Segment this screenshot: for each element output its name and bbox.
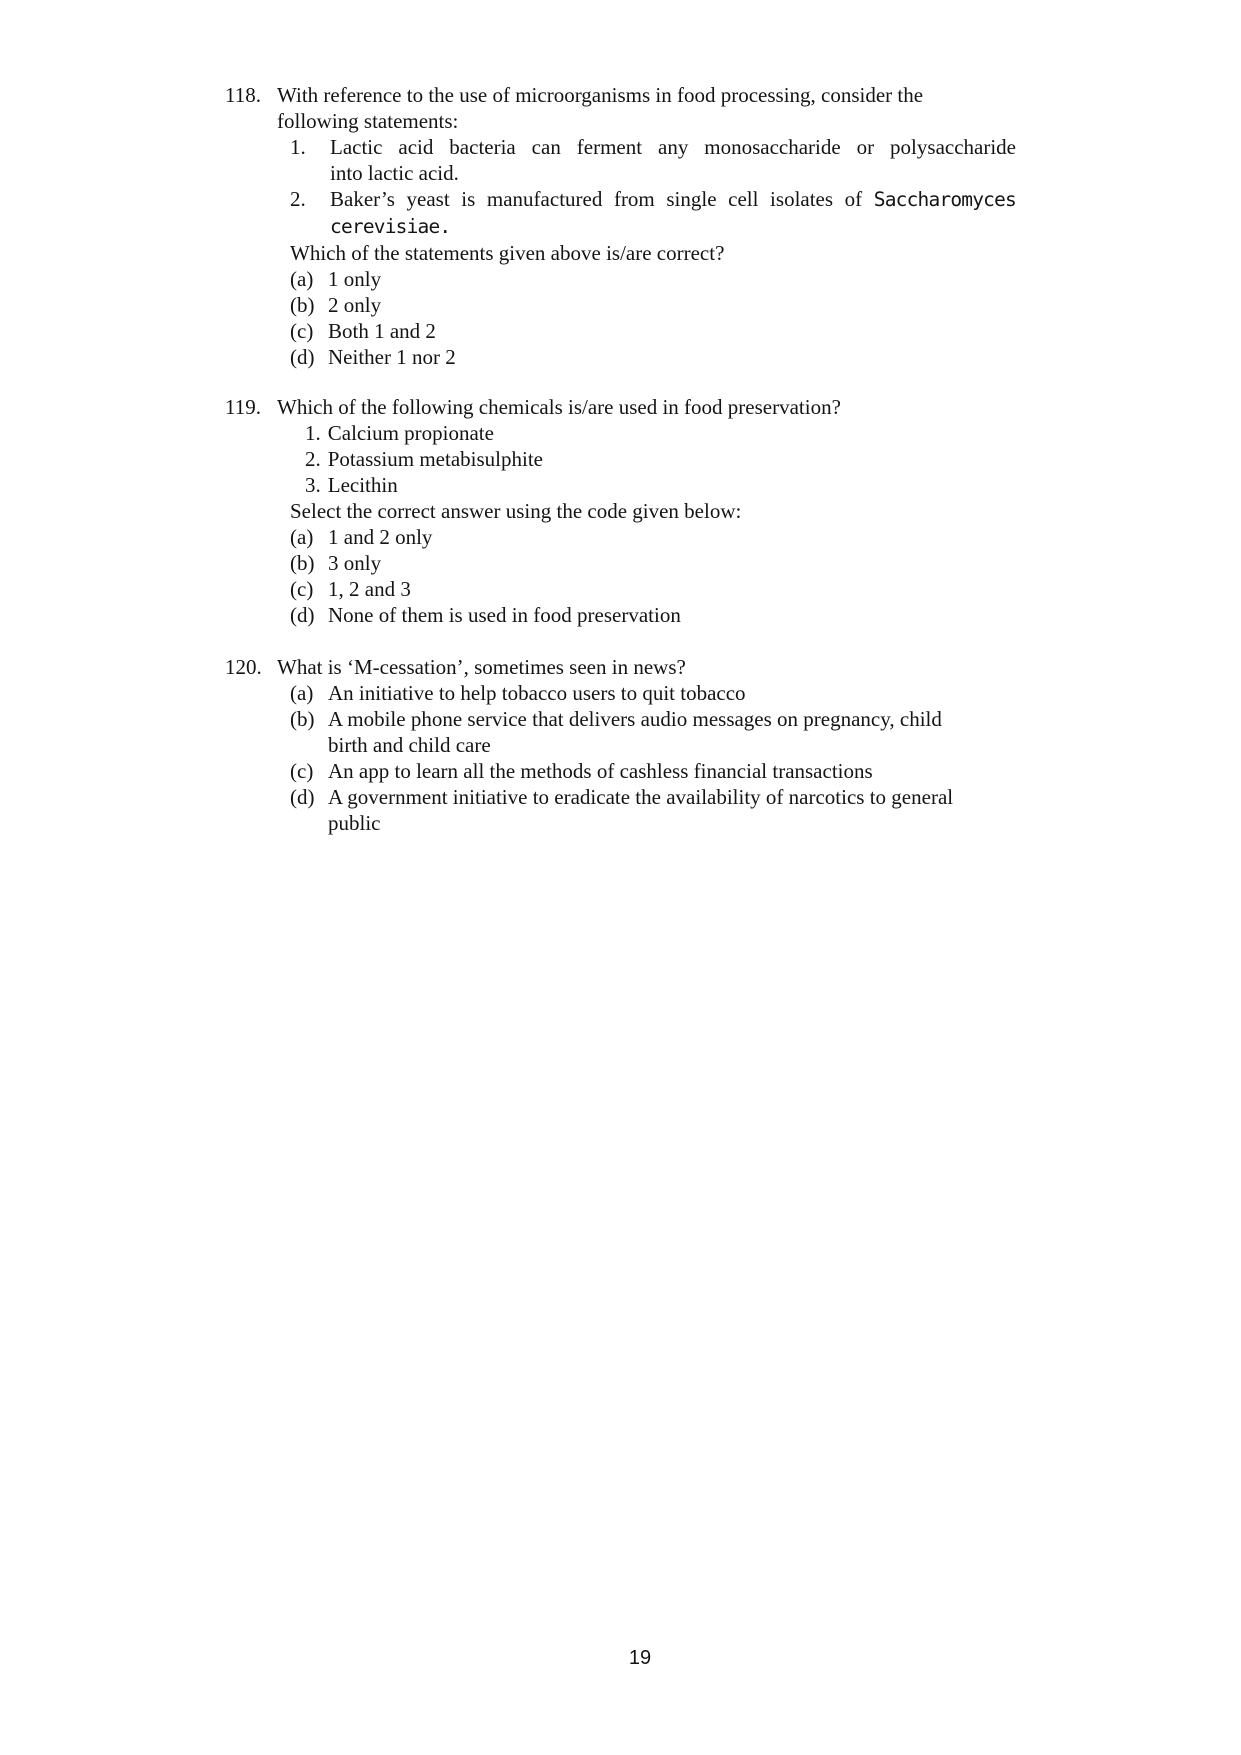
species-name: cerevisiae.	[330, 215, 451, 238]
question-118	[225, 82, 1016, 370]
statement	[290, 134, 1016, 186]
option-a	[290, 680, 1016, 706]
item-number: 1.	[305, 421, 321, 445]
option-text	[328, 292, 1016, 318]
option-line: Neither 1 nor 2	[328, 345, 456, 369]
option-c	[290, 576, 1016, 602]
item-number: 3.	[305, 473, 321, 497]
question-119	[225, 394, 1016, 628]
statement-number: 2.	[290, 187, 306, 211]
list-item	[305, 472, 1016, 498]
statement-text	[330, 186, 1016, 240]
item-text: Potassium metabisulphite	[327, 447, 543, 471]
option-a	[290, 524, 1016, 550]
option-line: A mobile phone service that delivers audio messages on pregnancy, child	[328, 707, 942, 731]
statement-line: into lactic acid.	[330, 161, 459, 185]
option-label: (a)	[290, 525, 314, 549]
list-item	[305, 420, 1016, 446]
statement-line: Lactic acid bacteria can ferment any monosaccharide or polysaccharide	[330, 135, 1016, 159]
item-text: Lecithin	[327, 473, 398, 497]
option-line: A government initiative to eradicate the availability of narcotics to general	[328, 785, 954, 809]
question-number: 118.	[225, 83, 261, 107]
option-line: None of them is used in food preservation	[328, 603, 681, 627]
option-text	[328, 266, 1016, 292]
item-text: Calcium propionate	[327, 421, 494, 445]
statement	[290, 186, 1016, 240]
option-line: Both 1 and 2	[328, 319, 436, 343]
option-line: 1, 2 and 3	[328, 577, 411, 601]
option-label: (d)	[290, 345, 315, 369]
statement-line-text: Baker’s yeast is manufactured from single cell isolates of	[330, 187, 863, 211]
option-text	[328, 680, 1016, 706]
statement-list	[290, 134, 1016, 240]
option-text	[328, 758, 1016, 784]
option-a	[290, 266, 1016, 292]
stem-line: With reference to the use of microorganisms in food processing, consider the	[277, 83, 924, 107]
option-b	[290, 550, 1016, 576]
question-120	[225, 654, 1016, 836]
option-d	[290, 784, 1016, 836]
lead-line: Select the correct answer using the code given below:	[290, 499, 742, 523]
option-line: 1 only	[328, 267, 382, 291]
option-label: (d)	[290, 603, 315, 627]
list-item	[305, 446, 1016, 472]
item-list	[305, 420, 1016, 498]
question-number: 120.	[225, 655, 262, 679]
option-label: (d)	[290, 785, 315, 809]
page-number: 19	[628, 1647, 652, 1669]
option-label: (c)	[290, 577, 314, 601]
option-b	[290, 292, 1016, 318]
page-content	[225, 82, 1016, 836]
option-label: (a)	[290, 267, 314, 291]
option-line: 2 only	[328, 293, 382, 317]
species-name: Saccharomyces	[873, 188, 1016, 211]
option-d	[290, 602, 1016, 628]
options-list	[290, 524, 1016, 628]
option-label: (b)	[290, 551, 315, 575]
option-text	[328, 550, 1016, 576]
option-line: An initiative to help tobacco users to quit tobacco	[328, 681, 746, 705]
stem-line: Which of the following chemicals is/are used in food preservation?	[277, 395, 841, 419]
option-line: An app to learn all the methods of cashless financial transactions	[328, 759, 873, 783]
option-text	[328, 576, 1016, 602]
statement-line	[330, 213, 1016, 240]
option-text	[328, 602, 1016, 628]
option-text	[328, 706, 1016, 758]
option-d	[290, 344, 1016, 370]
option-c	[290, 758, 1016, 784]
statement-text	[330, 134, 1016, 186]
option-label: (c)	[290, 759, 314, 783]
option-b	[290, 706, 1016, 758]
item-number: 2.	[305, 447, 321, 471]
stem-line: What is ‘M-cessation’, sometimes seen in news?	[277, 655, 686, 679]
question-stem	[277, 654, 1016, 680]
stem-line: following statements:	[277, 109, 459, 133]
question-stem	[277, 394, 1016, 420]
statement-number: 1.	[290, 135, 306, 159]
option-text	[328, 318, 1016, 344]
option-text	[328, 524, 1016, 550]
option-text	[328, 784, 1016, 836]
option-line: 3 only	[328, 551, 382, 575]
option-label: (b)	[290, 707, 315, 731]
statement-line	[330, 186, 1016, 213]
question-number: 119.	[225, 395, 261, 419]
option-label: (c)	[290, 319, 314, 343]
option-line: 1 and 2 only	[328, 525, 433, 549]
option-c	[290, 318, 1016, 344]
option-label: (b)	[290, 293, 315, 317]
question-stem	[277, 82, 1016, 134]
option-line: birth and child care	[328, 733, 491, 757]
option-line: public	[328, 811, 381, 835]
options-list	[290, 266, 1016, 370]
option-label: (a)	[290, 681, 314, 705]
options-list	[290, 680, 1016, 836]
lead-line: Which of the statements given above is/are correct?	[290, 241, 725, 265]
option-text	[328, 344, 1016, 370]
